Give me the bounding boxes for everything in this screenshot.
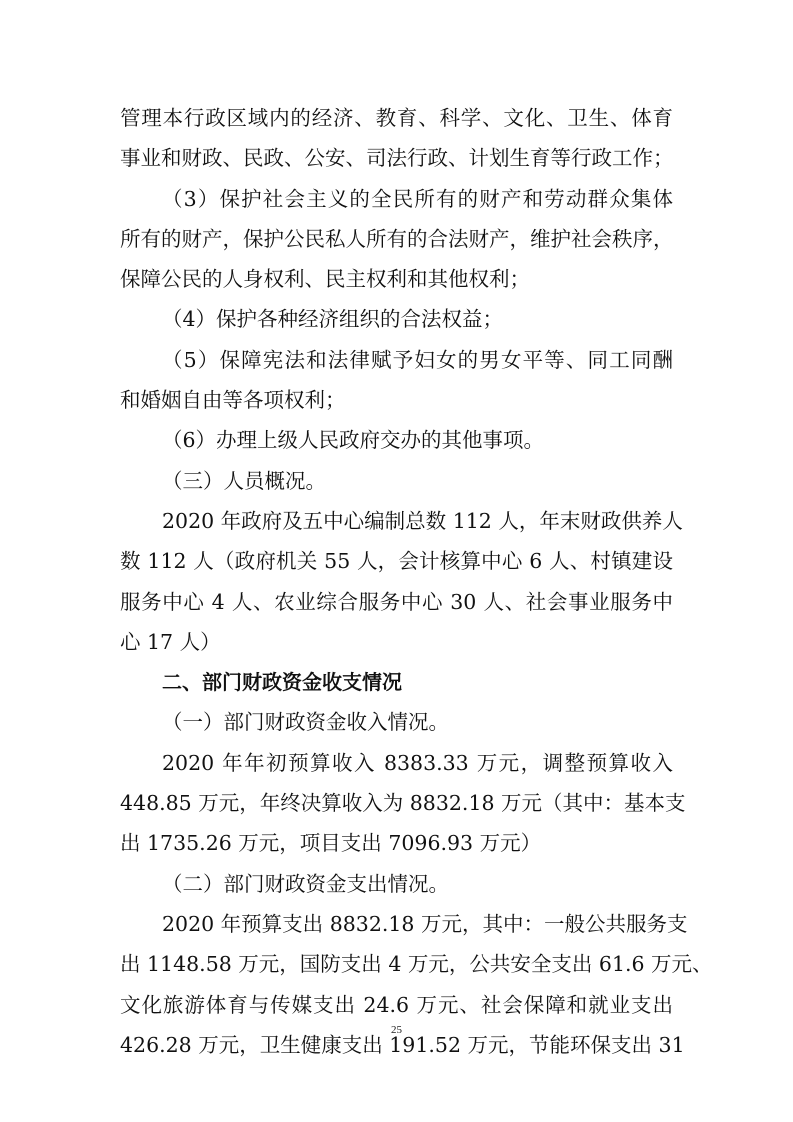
text-line: 文化旅游体育与传媒支出 24.6 万元、社会保障和就业支出 <box>120 992 673 1017</box>
text-line: 出 1735.26 万元，项目支出 7096.93 万元） <box>120 831 542 856</box>
text-line: （5）保障宪法和法律赋予妇女的男女平等、同工同酬 <box>162 347 673 372</box>
text-line: （6）办理上级人民政府交办的其他事项。 <box>162 428 545 453</box>
text-line: （4）保护各种经济组织的合法权益； <box>162 307 504 332</box>
section-subheading: （三）人员概况。 <box>162 468 326 493</box>
text-line: 和婚姻自由等各项权利； <box>120 388 346 413</box>
page-number: 25 <box>391 1024 402 1036</box>
text-line: 426.28 万元，卫生健康支出 191.52 万元，节能环保支出 31 <box>120 1032 685 1057</box>
text-line: 2020 年预算支出 8832.18 万元，其中：一般公共服务支 <box>162 911 688 936</box>
text-line: 出 1148.58 万元，国防支出 4 万元，公共安全支出 61.6 万元、 <box>120 952 713 977</box>
section-heading: 二、部门财政资金收支情况 <box>162 670 402 695</box>
section-subheading: （一）部门财政资金收入情况。 <box>162 710 449 735</box>
text-line: （3）保护社会主义的全民所有的财产和劳动群众集体 <box>162 186 673 211</box>
section-subheading: （二）部门财政资金支出情况。 <box>162 871 449 896</box>
text-line: 心 17 人） <box>120 629 221 654</box>
text-line: 事业和财政、民政、公安、司法行政、计划生育等行政工作； <box>120 146 674 171</box>
text-line: 服务中心 4 人、农业综合服务中心 30 人、社会事业服务中 <box>120 589 673 614</box>
text-line: 2020 年政府及五中心编制总数 112 人，年末财政供养人 <box>162 508 683 533</box>
text-line: 数 112 人（政府机关 55 人，会计核算中心 6 人、村镇建设 <box>120 549 673 574</box>
text-line: 管理本行政区域内的经济、教育、科学、文化、卫生、体育 <box>120 106 673 130</box>
document-body <box>120 98 713 1065</box>
text-line: 2020 年年初预算收入 8383.33 万元，调整预算收入 <box>162 750 673 775</box>
text-line: 所有的财产，保护公民私人所有的合法财产，维护社会秩序， <box>120 226 674 251</box>
text-line: 保障公民的人身权利、民主权利和其他权利； <box>120 267 530 292</box>
text-line: 448.85 万元，年终决算收入为 8832.18 万元（其中：基本支 <box>120 791 686 816</box>
